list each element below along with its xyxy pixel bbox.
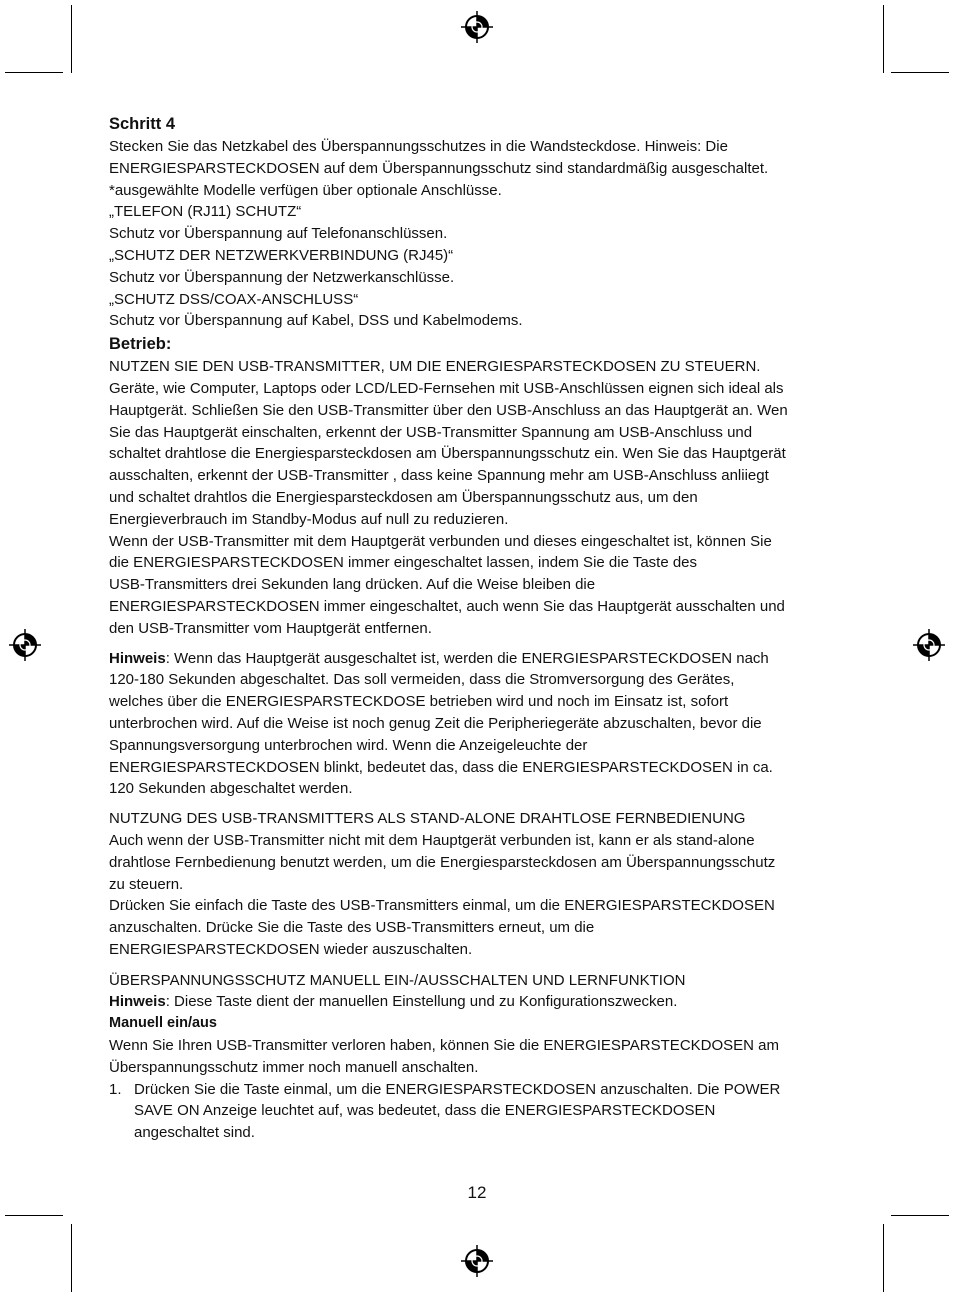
crop-mark — [883, 5, 884, 73]
text-line: 120 Sekunden abgeschaltet werden. — [109, 780, 353, 798]
registration-mark-icon — [461, 11, 493, 43]
text-line: Auch wenn der USB-Transmitter nicht mit dem Hauptgerät verbunden ist, kann er als stand-alone — [109, 831, 755, 849]
text-line: *ausgewählte Modelle verfügen über optionale Anschlüsse. — [109, 181, 502, 199]
note-label: Hinweis — [109, 649, 166, 667]
text-line: anzuschalten. Drücke Sie die Taste des USB-Transmitters erneut, um die — [109, 919, 595, 937]
text-line: SAVE ON Anzeige leuchtet auf, was bedeutet, dass die ENERGIESPARSTECKDOSEN — [134, 1102, 716, 1120]
text-line: angeschaltet sind. — [134, 1124, 255, 1142]
document-body — [109, 112, 854, 1144]
text-line: und schaltet drahtlos die Energiesparsteckdosen am Überspannungsschutz aus, um den — [109, 488, 698, 506]
text-line: „SCHUTZ DSS/COAX-ANSCHLUSS“ — [109, 290, 359, 308]
list-item — [109, 1079, 854, 1144]
section-operation — [109, 332, 854, 639]
text-line: 120-180 Sekunden abgeschaltet. Das soll vermeiden, dass die Stromversorgung des Gerätes, — [109, 671, 735, 689]
crop-mark — [891, 1215, 949, 1216]
page-number: 12 — [467, 1183, 487, 1202]
text-line: den USB-Transmitter vom Hauptgerät entfernen. — [109, 619, 432, 637]
text-line: NUTZUNG DES USB-TRANSMITTERS ALS STAND-ALONE DRAHTLOSE FERNBEDIENUNG — [109, 810, 746, 828]
manual-note — [109, 991, 854, 1013]
note-first-line — [109, 648, 854, 670]
crop-mark — [5, 72, 63, 73]
list-text — [134, 1079, 854, 1144]
registration-mark-icon — [9, 629, 41, 661]
text-line: NUTZEN SIE DEN USB-TRANSMITTER, UM DIE ENERGIESPARSTECKDOSEN ZU STEUERN. — [109, 358, 761, 376]
text-line: Schutz vor Überspannung auf Kabel, DSS und Kabelmodems. — [109, 312, 523, 330]
crop-mark — [891, 72, 949, 73]
text-line: ENERGIESPARSTECKDOSEN immer eingeschaltet, auch wenn Sie das Hauptgerät ausschalten und — [109, 597, 785, 615]
text-line: Drücken Sie einfach die Taste des USB-Transmitters einmal, um die ENERGIESPARSTECKDOSEN — [109, 897, 775, 915]
section-step-4 — [109, 112, 854, 332]
note-text: : Diese Taste dient der manuellen Einstellung und zu Konfigurationszwecken. — [165, 993, 678, 1011]
text-line: unterbrochen wird. Auf die Weise ist noch genug Zeit die Peripheriegeräte abzuschalten, bevor die — [109, 714, 762, 732]
text-line: schaltet drahtlose die Energiesparsteckdosen am Überspannungsschutz ein. Wen Sie das Hauptgerät — [109, 445, 786, 463]
text-line: Wenn der USB-Transmitter mit dem Hauptgerät verbunden und dieses eingeschaltet ist, können Sie — [109, 532, 772, 550]
text-line: Spannungsversorgung unterbrochen wird. Wenn die Anzeigeleuchte der — [109, 736, 588, 754]
text-line: Energieverbrauch im Standby-Modus auf null zu reduzieren. — [109, 510, 509, 528]
crop-mark — [71, 1224, 72, 1292]
text-line: „SCHUTZ DER NETZWERKVERBINDUNG (RJ45)“ — [109, 246, 454, 264]
text-line: Geräte, wie Computer, Laptops oder LCD/LED-Fernsehen mit USB-Anschlüssen eignen sich ideal als — [109, 379, 784, 397]
text-line: Wenn Sie Ihren USB-Transmitter verloren haben, können Sie die ENERGIESPARSTECKDOSEN am — [109, 1037, 779, 1055]
list-number: 1. — [109, 1080, 122, 1098]
text-line: Stecken Sie das Netzkabel des Überspannungsschutzes in die Wandsteckdose. Hinweis: Die — [109, 138, 728, 155]
heading-step-4: Schritt 4 — [109, 115, 176, 133]
text-line: ENERGIESPARSTECKDOSEN wieder auszuschalten. — [109, 940, 473, 958]
text-line: drahtlose Fernbedienung benutzt werden, um die Energiesparsteckdosen am Überspannungsschutz — [109, 853, 776, 871]
text-line: zu steuern. — [109, 875, 184, 893]
text-line: USB-Transmitters drei Sekunden lang drücken. Auf die Weise bleiben die — [109, 576, 596, 594]
crop-mark — [71, 5, 72, 73]
crop-mark — [883, 1224, 884, 1292]
text-line: Schutz vor Überspannung der Netzwerkanschlüsse. — [109, 268, 455, 286]
text-line: ausschalten, erkennt der USB-Transmitter , dass keine Spannung mehr am USB-Anschluss anliiegt — [109, 467, 769, 485]
text-line: ENERGIESPARSTECKDOSEN blinkt, bedeutet das, dass die ENERGIESPARSTECKDOSEN in ca. — [109, 758, 773, 776]
registration-mark-icon — [913, 629, 945, 661]
heading-operation: Betrieb: — [109, 335, 172, 354]
crop-mark — [5, 1215, 63, 1216]
text-line: Überspannungsschutz immer noch manuell anschalten. — [109, 1058, 479, 1076]
text-line: die ENERGIESPARSTECKDOSEN immer eingeschaltet lassen, indem Sie die Taste des — [109, 554, 698, 572]
text-line: ENERGIESPARSTECKDOSEN auf dem Überspannungsschutz sind standardmäßig ausgeschaltet. — [109, 159, 769, 177]
text-line: welches über die ENERGIESPARSTECKDOSE betrieben wird und noch im Einsatz ist, sofort — [109, 693, 729, 711]
section-manual — [109, 970, 854, 1144]
registration-mark-icon — [461, 1245, 493, 1277]
text-line: Drücken Sie die Taste einmal, um die ENERGIESPARSTECKDOSEN anzuschalten. Die POWER — [134, 1080, 781, 1098]
text-line: Schutz vor Überspannung auf Telefonanschlüssen. — [109, 225, 448, 243]
note-text: : Wenn das Hauptgerät ausgeschaltet ist, werden die ENERGIESPARSTECKDOSEN nach — [165, 649, 769, 667]
text-line: Sie das Hauptgerät einschalten, erkennt der USB-Transmitter Spannung am USB-Anschluss und — [109, 423, 753, 441]
sub-heading-manual: Manuell ein/aus — [109, 1015, 217, 1032]
note-label: Hinweis — [109, 993, 166, 1011]
section-note — [109, 648, 854, 801]
section-standalone — [109, 808, 854, 961]
manual-title: ÜBERSPANNUNGSSCHUTZ MANUELL EIN-/AUSSCHALTEN UND LERNFUNKTION — [109, 971, 686, 989]
text-line: Hauptgerät. Schließen Sie den USB-Transmitter über den USB-Anschluss an das Hauptgerät an. Wen — [109, 401, 788, 419]
text-line: „TELEFON (RJ11) SCHUTZ“ — [109, 203, 302, 221]
